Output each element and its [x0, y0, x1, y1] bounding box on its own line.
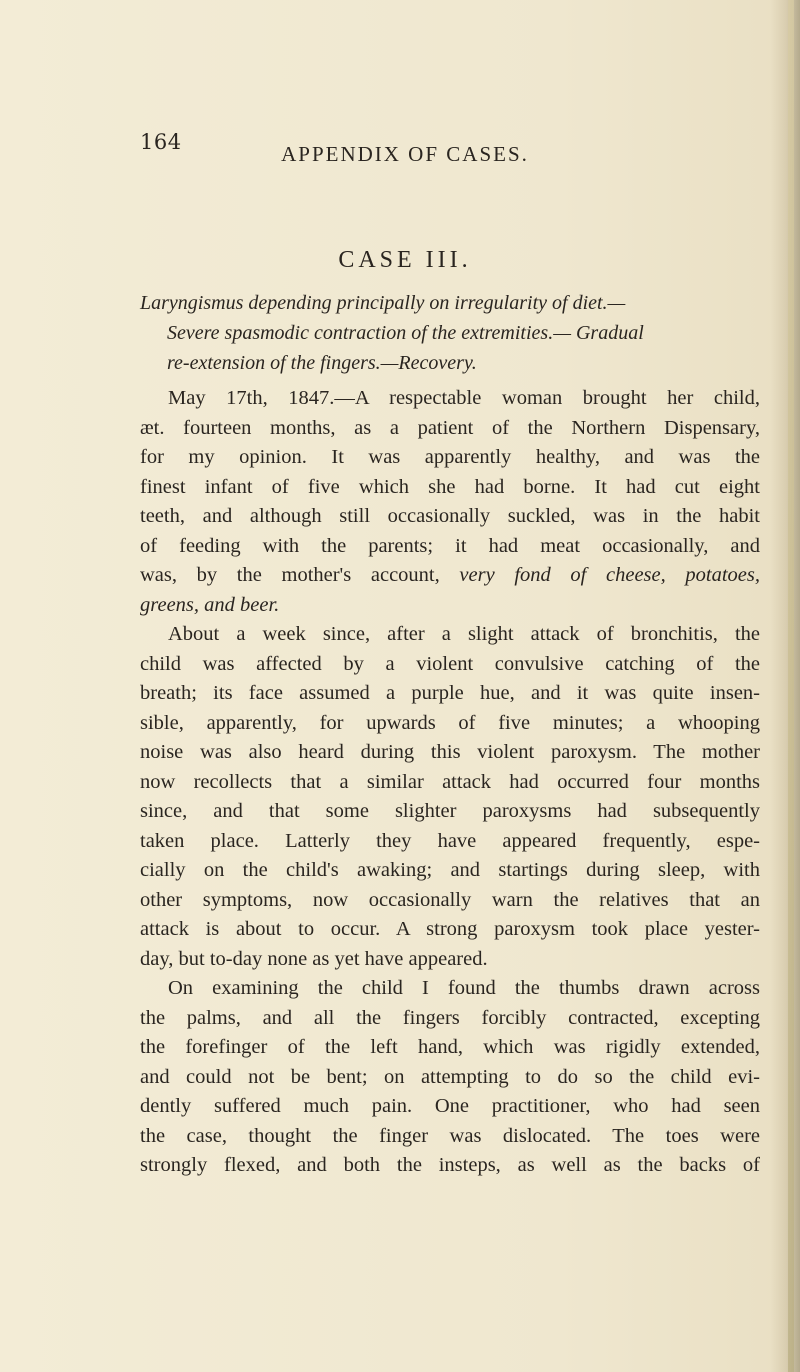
text-line: greens, and beer. [140, 593, 280, 616]
text-line: noise was also heard during this violent paroxysm. The mother [140, 741, 760, 763]
page-edge-shadow [770, 0, 800, 1372]
text-line: the forefinger of the left hand, which was rigidly extended, [140, 1036, 760, 1058]
text-line: finest infant of five which she had borne. It had cut eight [140, 475, 760, 498]
text-line: May 17th, 1847.—A respectable woman brought her child, [168, 387, 760, 409]
page-binding-edge [788, 0, 794, 1372]
text-line: breath; its face assumed a purple hue, and it was quite insen- [140, 682, 760, 704]
text-line: taken place. Latterly they have appeared frequently, espe- [140, 829, 760, 852]
text-line: the palms, and all the fingers forcibly contracted, excepting [140, 1006, 760, 1029]
text-line: dently suffered much pain. One practitioner, who had seen [140, 1095, 760, 1117]
text-line: and could not be bent; on attempting to do so the child evi- [140, 1065, 760, 1088]
text-line-mixed [140, 561, 760, 591]
text-line: the case, thought the finger was dislocated. The toes were [140, 1124, 760, 1147]
summary-line: Laryngismus depending principally on irregularity of diet.— [140, 292, 626, 314]
summary-line: re-extension of the fingers.—Recovery. [167, 352, 477, 374]
text-line: day, but to-day none as yet have appeared. [140, 947, 488, 970]
text-line: æt. fourteen months, as a patient of the Northern Dispensary, [140, 416, 760, 439]
text-span: was, by the mother's account, [140, 564, 440, 586]
case-title: CASE III. [338, 247, 472, 273]
text-line: now recollects that a similar attack had occurred four months [140, 770, 760, 793]
case-body [140, 384, 760, 1181]
text-line: strongly flexed, and both the insteps, as well as the backs of [140, 1154, 760, 1176]
running-head: APPENDIX OF CASES. [281, 142, 529, 166]
text-line: child was affected by a violent convulsive catching of the [140, 652, 760, 675]
summary-line: Severe spasmodic contraction of the extremities.— Gradual [167, 322, 644, 344]
text-line: other symptoms, now occasionally warn the relatives that an [140, 888, 760, 911]
case-summary [140, 288, 760, 378]
text-line: About a week since, after a slight attack of bronchitis, the [168, 623, 760, 645]
page-number: 164 [140, 130, 182, 154]
text-line: teeth, and although still occasionally suckled, was in the habit [140, 505, 760, 527]
text-line: On examining the child I found the thumbs drawn across [168, 977, 760, 999]
text-line: for my opinion. It was apparently healthy, and was the [140, 446, 760, 468]
text-line: cially on the child's awaking; and startings during sleep, with [140, 859, 760, 881]
text-line: of feeding with the parents; it had meat occasionally, and [140, 534, 760, 557]
text-line: since, and that some slighter paroxysms had subsequently [140, 800, 760, 822]
italic-text-span: very fond of cheese, potatoes, [459, 564, 761, 586]
text-line: sible, apparently, for upwards of five minutes; a whooping [140, 711, 760, 734]
text-line: attack is about to occur. A strong paroxysm took place yester- [140, 918, 760, 940]
